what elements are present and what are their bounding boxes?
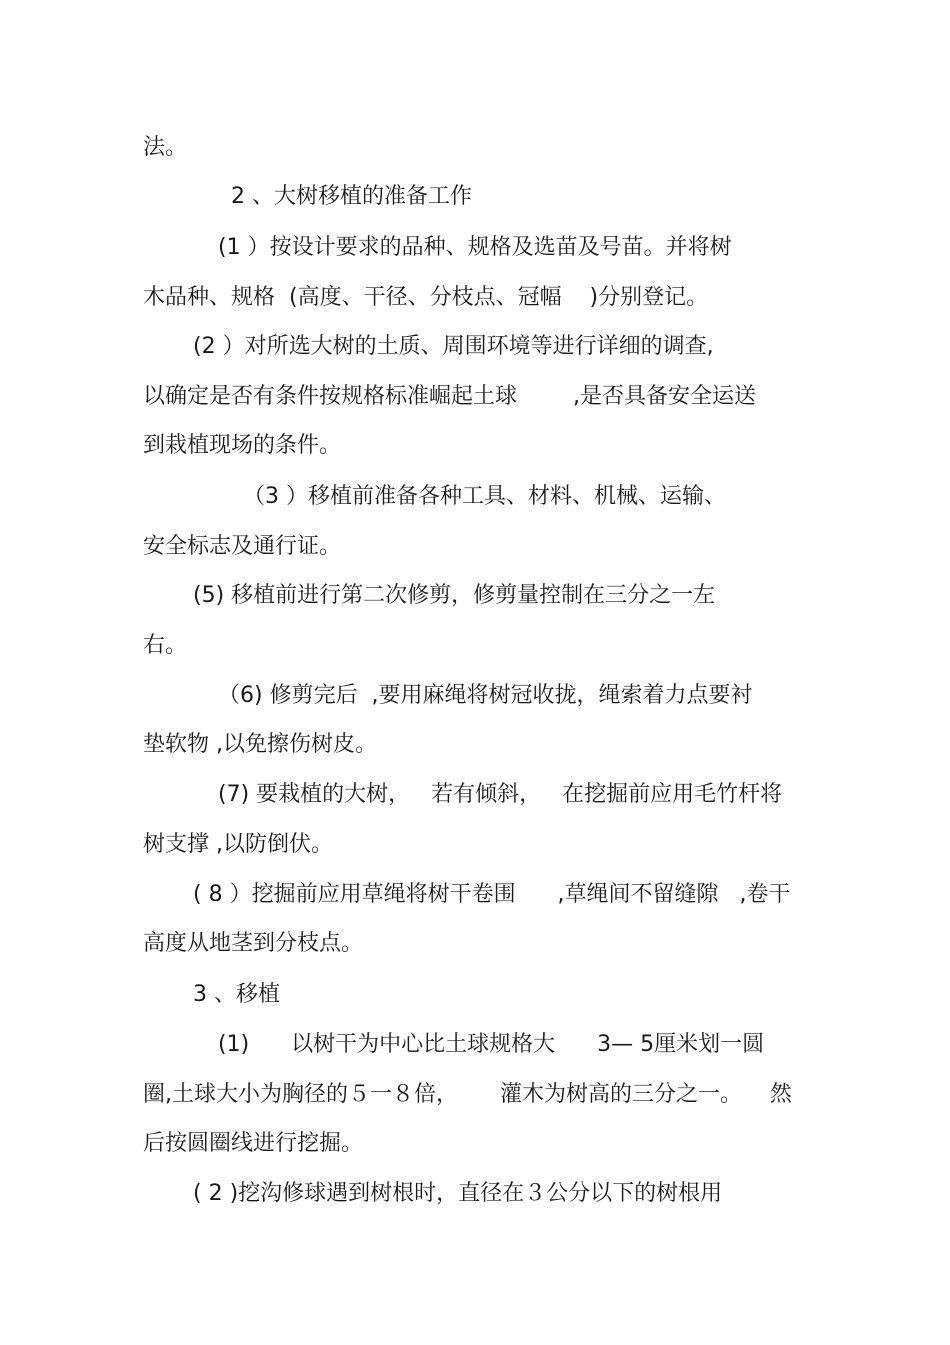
text-line: ( 2 )挖沟修球遇到树根时，直径在３公分以下的树根用 <box>193 1181 723 1206</box>
text-line: 后按圆圈线进行挖掘。 <box>143 1131 364 1156</box>
text-line: (1) 以树干为中心比土球规格大 3— 5厘米划一圆 <box>218 1032 765 1057</box>
section-heading: 3 、移植 <box>193 982 280 1007</box>
text-line: 圈,土球大小为胸径的５一８倍， 灌木为树高的三分之一。 然 <box>143 1082 792 1107</box>
text-line: 木品种、规格 (高度、干径、分枝点、冠幅 )分别登记。 <box>143 285 709 310</box>
text-line: ( 8 ）挖掘前应用草绳将树干卷围 ,草绳间不留缝隙 ,卷干 <box>193 882 791 907</box>
text-line: （6) 修剪完后 ,要用麻绳将树冠收拢，绳索着力点要衬 <box>218 683 753 708</box>
text-line: 安全标志及通行证。 <box>143 534 342 559</box>
text-line: 右。 <box>143 633 188 658</box>
text-line: 以确定是否有条件按规格标准崛起土球 ,是否具备安全运送 <box>143 384 756 409</box>
section-heading: 2 、大树移植的准备工作 <box>231 184 472 209</box>
text-line: 垫软物 ,以免擦伤树皮。 <box>143 732 377 757</box>
text-line: 到栽植现场的条件。 <box>143 433 342 458</box>
text-line: (1 ）按设计要求的品种、规格及选苗及号苗。并将树 <box>218 235 732 260</box>
text-line: (2 ）对所选大树的土质、周围环境等进行详细的调查, <box>193 334 714 359</box>
text-line: (5) 移植前进行第二次修剪，修剪量控制在三分之一左 <box>193 583 716 608</box>
text-line: （3 ）移植前准备各种工具、材料、机械、运输、 <box>243 484 726 509</box>
text-line: 高度从地茎到分枝点。 <box>143 931 364 956</box>
text-line: (7) 要栽植的大树， 若有倾斜， 在挖掘前应用毛竹杆将 <box>218 782 783 807</box>
text-line: 树支撑 ,以防倒伏。 <box>143 832 333 857</box>
text-line: 法。 <box>143 135 188 160</box>
